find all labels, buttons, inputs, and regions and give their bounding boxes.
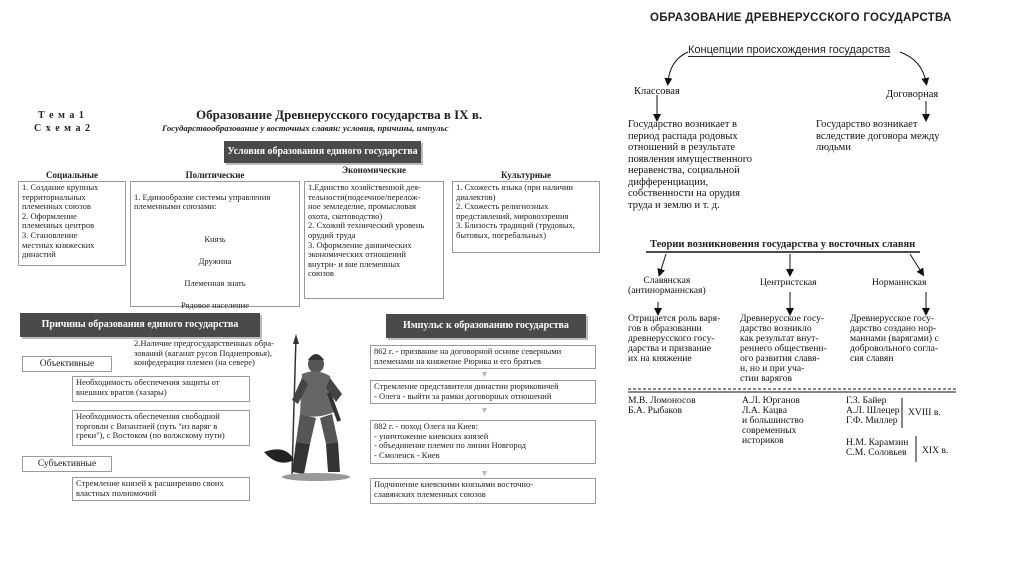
- social-box: 1. Создание крупных территориальных племенных союзов 2. Оформление племенных центров 3. Становление местных княжеских династий: [18, 181, 126, 266]
- authors-norman-19: Н.М. Карамзин С.М. Соловьев: [846, 437, 909, 458]
- political-text: 1. Единообразие системы управления племенными союзами:: [134, 191, 271, 212]
- cultural-box: 1. Схожесть языка (при наличии диалектов) 2. Схожесть религиозных представлений, мировоззрения 3. Близость традиций (трудовых, бытовых, погребальных): [452, 181, 600, 253]
- impulse-item: Стремление представителя династии рюриковичей - Олега - выйти за рамки договорных отношений: [370, 380, 596, 404]
- theory-name-centrist: Центристская: [760, 277, 817, 288]
- col-header-political: Политические: [185, 170, 245, 180]
- hierarchy-level: Племенная знать: [184, 278, 246, 289]
- impulse-item: Подчинение киевскими князьями восточно- славянских племенных союзов: [370, 478, 596, 504]
- reasons-header: Причины образования единого государства: [20, 313, 260, 337]
- class-text: Государство возникает в период распада родовых отношений в результате появления имущественного неравенства, социальной дифференциации, собственности на орудия труда и землю и т. д.: [628, 119, 753, 211]
- political-text-2: 2.Наличие предгосударственных обра- зований (каганат русов Поднепровья), конфедерация племен (на севере): [134, 337, 274, 368]
- theory-name-slavic: Славянская (антинорманнская): [628, 275, 706, 296]
- economic-box: 1.Единство хозяйственной дея- тельности(подсечное/перелож- ное земледелие, промысловая охота, скотоводство) 2. Схожий технический уровень орудий труда 3. Оформление даннических экономических отношений внутри- и вне племенных союзов: [304, 181, 444, 299]
- subjective-item: Стремление князей к расширению своих властных полномочий: [72, 477, 250, 501]
- political-hierarchy: [134, 223, 296, 322]
- col-header-social: Социальные: [46, 170, 98, 180]
- theory-text-slavic: Отрицается роль варя- гов в образовании древнерусского госу- дарства и призвание их на княжение: [628, 313, 721, 364]
- col-header-economic: Экономические: [341, 165, 407, 175]
- objective-item: Необходимость обеспечения защиты от внешних врагов (хазары): [72, 376, 250, 402]
- theory-text-norman: Древнерусское госу- дарство создано нор- маннами (варягами) с добровольного согла- сия славян: [850, 313, 939, 364]
- century-19: XIX в.: [922, 445, 949, 456]
- down-arrow-icon: ▼: [480, 369, 489, 379]
- authors-slavic: М.В. Ломоносов Б.А. Рыбаков: [628, 395, 696, 416]
- authors-norman-18: Г.З. Байер А.Л. Шлецер Г.Ф. Миллер: [846, 395, 900, 426]
- impulse-item: 862 г. - призвание на договорной основе северными племенами на княжение Рюрика и его братьев: [370, 345, 596, 369]
- col-header-cultural: Культурные: [500, 170, 552, 180]
- century-18: XVIII в.: [908, 407, 941, 418]
- down-arrow-icon: ▼: [480, 405, 489, 415]
- tema-label: Т е м а 1: [38, 110, 85, 121]
- authors-centrist: А.Л. Юрганов Л.А. Кацва и большинство современных историков: [742, 395, 804, 446]
- class-label: Классовая: [634, 86, 680, 97]
- subjective-label: Субъективные: [22, 456, 112, 472]
- hierarchy-level: Князь: [204, 234, 226, 245]
- warrior-illustration: [256, 332, 356, 482]
- impulse-header: Импульс к образованию государства: [386, 314, 586, 338]
- concepts-header: Концепции происхождения государства: [688, 44, 891, 56]
- theories-header: Теории возникновения государства у восточных славян: [650, 239, 916, 250]
- theory-text-centrist: Древнерусское госу- дарство возникло как результат внут- реннего общественн- ого развития славя- н, но и при уча- стии варягов: [740, 313, 827, 384]
- contract-text: Государство возникает вследствие договора между людьми: [816, 119, 940, 153]
- objective-label: Объективные: [22, 356, 112, 372]
- right-title: ОБРАЗОВАНИЕ ДРЕВНЕРУССКОГО ГОСУДАРСТВА: [650, 12, 952, 24]
- left-title: Образование Древнерусского государства в IX в.: [196, 107, 483, 122]
- contract-label: Договорная: [886, 89, 939, 100]
- left-subtitle: Государствообразование у восточных славян: условия, причины, импульс: [162, 123, 449, 133]
- impulse-item: 882 г. - поход Олега на Киев: - уничтожение киевских князей - объединение племен по линии Новгород - Смоленск - Киев: [370, 420, 596, 464]
- right-scheme: [610, 0, 1024, 574]
- conditions-header: Условия образования единого государства: [224, 141, 421, 163]
- theory-name-norman: Норманнская: [872, 277, 927, 288]
- down-arrow-icon: ▼: [480, 468, 489, 478]
- hierarchy-level: Дружина: [198, 256, 232, 267]
- objective-item: Необходимость обеспечения свободной торговли с Византией (путь "из варяг в греки"), с Востоком (по волжскому пути): [72, 410, 250, 446]
- hierarchy-level: Рядовое население: [181, 300, 249, 311]
- schema-label: С х е м а 2: [34, 123, 91, 134]
